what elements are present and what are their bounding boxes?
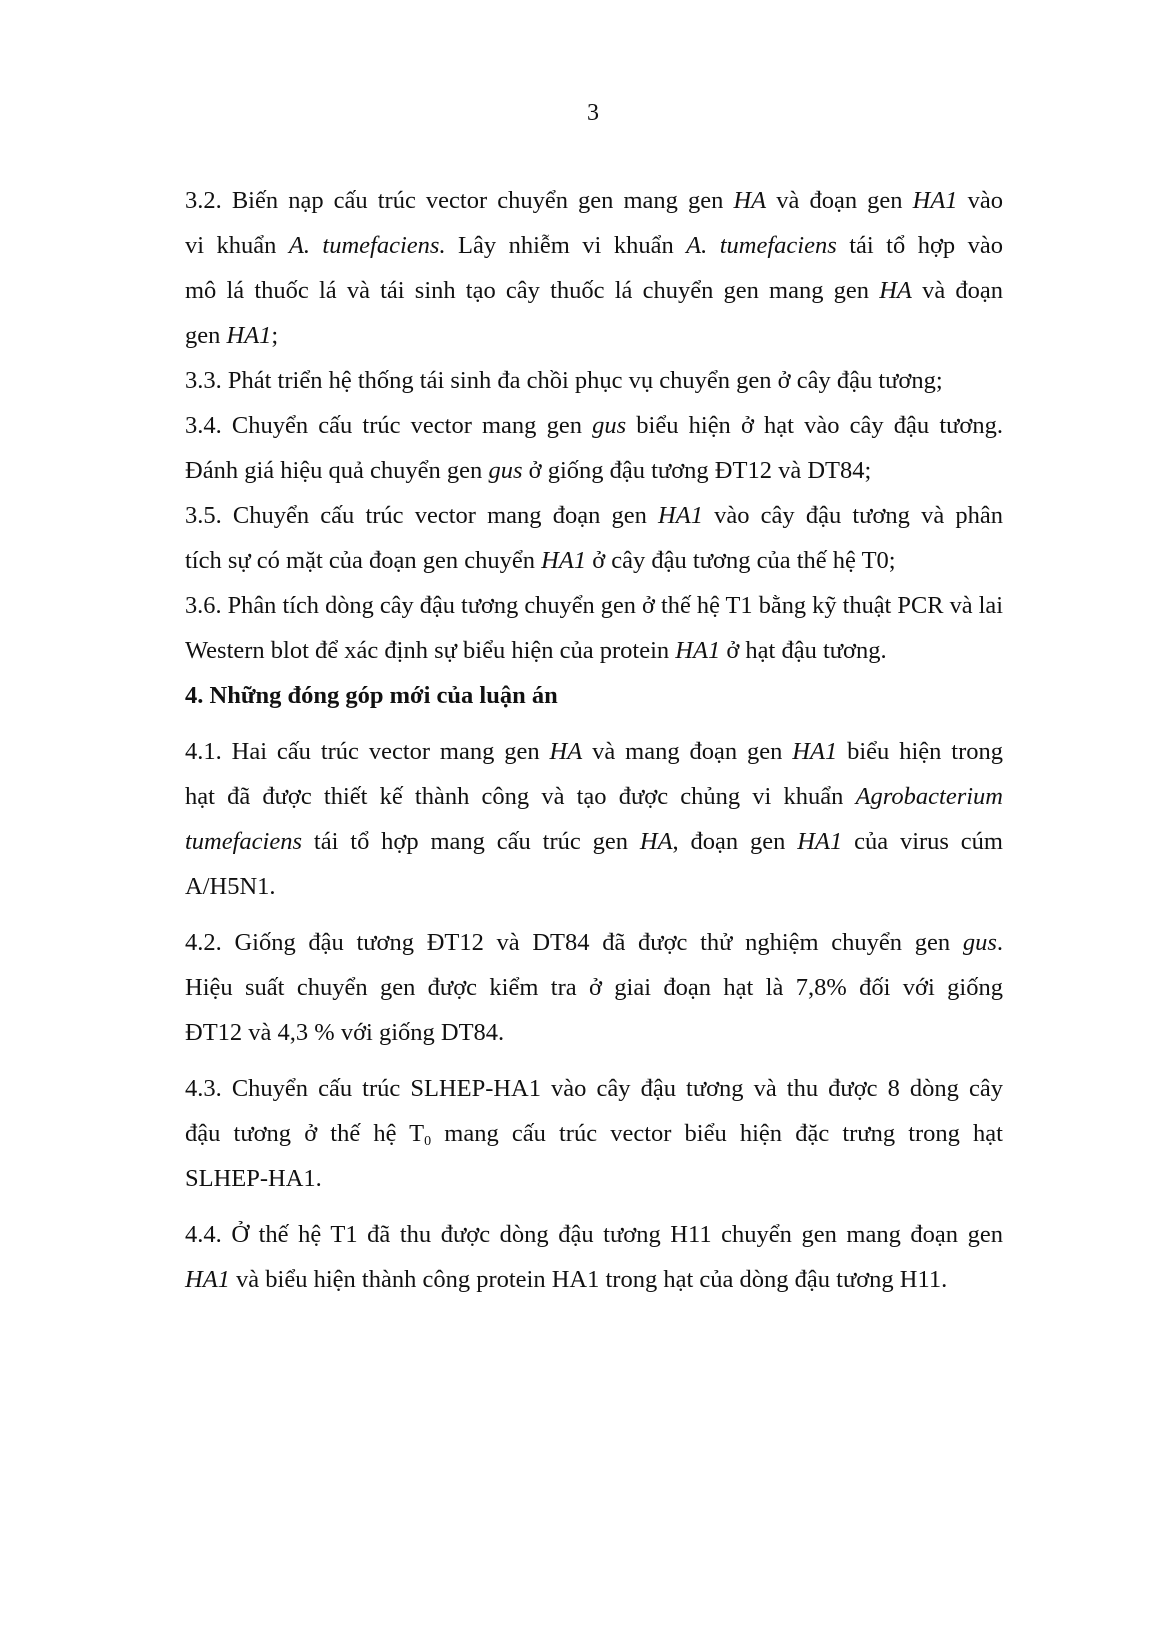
text-run: vào [957,187,1004,214]
text-line [185,358,1003,403]
italic-text: HA1 [912,187,958,214]
text-run: và mang đoạn gen [582,738,793,765]
text-run: đậu tương ở thế hệ T [185,1120,425,1147]
italic-text: HA1 [797,828,843,855]
paragraph [185,583,1003,673]
text-run: và đoạn [911,277,1003,304]
text-run: 4.2. Giống đậu tương ĐT12 và DT84 đã được thử nghiệm chuyển gen [185,929,963,956]
text-run: biểu hiện trong [837,738,1004,765]
text-run: hạt đã được thiết kế thành công và tạo được chủng vi khuẩn [185,783,856,810]
italic-text: HA [879,277,912,304]
text-run: ĐT12 và 4,3 % với giống DT84. [185,1019,505,1046]
text-run: , đoạn gen [672,828,798,855]
italic-text: A. tumefaciens. [288,232,446,259]
text-run: tái tổ hợp mang cấu trúc gen [302,828,640,855]
text-run: Đánh giá hiệu quả chuyển gen [185,457,489,484]
text-run: biểu hiện ở hạt vào cây đậu tương. [626,412,1003,439]
text-run: . [996,929,1003,956]
text-run: tích sự có mặt của đoạn gen chuyển [185,547,542,574]
italic-text: HA1 [185,1266,230,1293]
section-heading [185,673,1003,718]
italic-text: gus [488,457,523,484]
paragraph [185,178,1003,358]
text-line [185,223,1003,268]
text-line [185,819,1003,864]
text-line [185,1066,1003,1111]
text-run: mang cấu trúc vector biểu hiện đặc trưng trong hạt [431,1120,1003,1147]
paragraph [185,729,1003,909]
text-run: và đoạn gen [766,187,913,214]
subscript-text: 0 [424,1134,432,1149]
paragraph [185,403,1003,493]
paragraph [185,1212,1003,1302]
text-line [185,1010,1003,1055]
text-run: 4.4. Ở thế hệ T1 đã thu được dòng đậu tương H11 chuyển gen mang đoạn gen [185,1221,1003,1248]
text-line [185,538,1003,583]
italic-text: gus [962,929,997,956]
text-line [185,268,1003,313]
text-run: Lây nhiễm vi khuẩn [445,232,687,259]
italic-text: HA1 [541,547,587,574]
paragraph [185,358,1003,403]
text-run: và biểu hiện thành công protein HA1 trong hạt của dòng đậu tương H11. [229,1266,948,1293]
text-run: tái tổ hợp vào [836,232,1003,259]
text-run: 4.3. Chuyển cấu trúc SLHEP-HA1 vào cây đậu tương và thu được 8 dòng cây [185,1075,1003,1102]
text-line [185,1212,1003,1257]
text-line [185,864,1003,909]
text-line [185,1111,1003,1156]
text-run: 3.2. Biến nạp cấu trúc vector chuyển gen mang gen [185,187,734,214]
text-run: 3.5. Chuyển cấu trúc vector mang đoạn gen [185,502,659,529]
text-line [185,178,1003,223]
text-run: 3.6. Phân tích dòng cây đậu tương chuyển gen ở thế hệ T1 bằng kỹ thuật PCR và lai [185,592,1003,619]
italic-text: HA1 [226,322,272,349]
text-run: ở hạt đậu tương. [720,637,887,664]
text-run: ; [271,322,279,349]
text-line [185,313,1003,358]
italic-text: A. tumefaciens [686,232,837,259]
text-run: mô lá thuốc lá và tái sinh tạo cây thuốc lá chuyển gen mang gen [185,277,880,304]
text-line [185,583,1003,628]
page-number: 3 [587,100,599,126]
italic-text: HA1 [792,738,838,765]
text-line [185,673,1003,718]
text-line [185,965,1003,1010]
text-run: gen [185,322,227,349]
document-body [185,178,1003,1302]
text-run: ở cây đậu tương của thế hệ T0; [586,547,896,574]
text-run: 4. Những đóng góp mới của luận án [185,682,558,709]
text-run: của virus cúm [842,828,1003,855]
text-line [185,1156,1003,1201]
italic-text: HA [549,738,583,765]
text-run: ở giống đậu tương ĐT12 và DT84; [522,457,872,484]
italic-text: HA1 [675,637,721,664]
text-line [185,403,1003,448]
italic-text: HA1 [658,502,703,529]
italic-text: gus [592,412,627,439]
italic-text: HA [733,187,767,214]
text-line [185,448,1003,493]
text-line [185,628,1003,673]
italic-text: Agrobacterium [855,783,1003,810]
text-run: Hiệu suất chuyển gen được kiểm tra ở giai đoạn hạt là 7,8% đối với giống [185,974,1003,1001]
text-line [185,729,1003,774]
paragraph [185,920,1003,1055]
text-run: 3.3. Phát triển hệ thống tái sinh đa chồi phục vụ chuyển gen ở cây đậu tương; [185,367,943,394]
text-run: 3.4. Chuyển cấu trúc vector mang gen [185,412,593,439]
paragraph [185,1066,1003,1201]
text-run: vi khuẩn [185,232,289,259]
text-run: A/H5N1. [185,873,276,900]
text-run: vào cây đậu tương và phân [702,502,1003,529]
text-run: 4.1. Hai cấu trúc vector mang gen [185,738,550,765]
text-line [185,920,1003,965]
text-line [185,1257,1003,1302]
text-line [185,493,1003,538]
paragraph [185,493,1003,583]
text-line [185,774,1003,819]
text-run: Western blot để xác định sự biểu hiện của protein [185,637,676,664]
italic-text: HA [639,828,673,855]
italic-text: tumefaciens [185,828,303,855]
text-run: SLHEP-HA1. [185,1165,322,1192]
